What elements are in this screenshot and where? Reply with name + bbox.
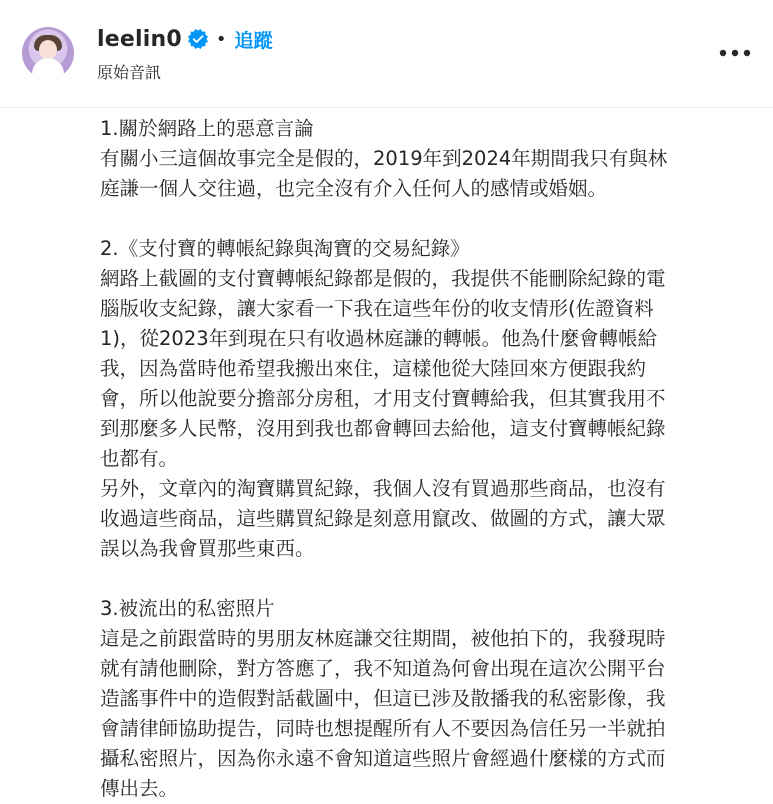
caption-blank-line: [100, 204, 760, 234]
caption-line: 會請律師協助提告，同時也想提醒所有人不要因為信任另一半就拍: [100, 717, 666, 740]
username-row: [97, 24, 272, 54]
username-link[interactable]: leelin0: [97, 26, 182, 52]
caption-line: 就有請他刪除，對方答應了，我不知道為何會出現在這次公開平台: [100, 657, 666, 680]
audio-subtitle-link[interactable]: 原始音訊: [97, 63, 162, 82]
caption-line: 2.《支付寶的轉帳紀錄與淘寶的交易紀錄》: [100, 237, 470, 260]
follow-button[interactable]: 追蹤: [234, 29, 273, 52]
verified-badge-icon: [188, 29, 208, 49]
avatar-face: [39, 40, 57, 60]
post-caption: [100, 114, 760, 804]
caption-line: 收過這些商品，這些購買紀錄是刻意用竄改、做圖的方式，讓大眾: [100, 507, 666, 530]
caption-line: 造謠事件中的造假對話截圖中，但這已涉及散播我的私密影像，我: [100, 687, 666, 710]
caption-line: 庭謙一個人交往過，也完全沒有介入任何人的感情或婚姻。: [100, 177, 608, 200]
caption-line: 有關小三這個故事完全是假的，2019年到2024年期間我只有與林: [100, 147, 668, 170]
caption-line: 網路上截圖的支付寶轉帳紀錄都是假的，我提供不能刪除紀錄的電: [100, 267, 666, 290]
caption-line: 1.關於網路上的惡意言論: [100, 117, 314, 140]
caption-line: 傳出去。: [100, 777, 179, 800]
caption-line: 3.被流出的私密照片: [100, 597, 275, 620]
more-options-icon: [718, 49, 752, 57]
caption-line: 這是之前跟當時的男朋友林庭謙交往期間，被他拍下的，我發現時: [100, 627, 666, 650]
caption-blank-line: [100, 564, 760, 594]
caption-line: 攝私密照片，因為你永遠不會知道這些照片會經過什麼樣的方式而: [100, 747, 666, 770]
caption-line: 也都有。: [100, 447, 179, 470]
caption-line: 腦版收支紀錄，讓大家看一下我在這些年份的收支情形(佐證資料: [100, 297, 654, 320]
avatar-body: [32, 58, 64, 79]
caption-line: 會，所以他說要分擔部分房租，才用支付寶轉給我，但其實我用不: [100, 387, 666, 410]
caption-line: 誤以為我會買那些東西。: [100, 537, 315, 560]
caption-line: 我，因為當時他希望我搬出來住，這樣他從大陸回來方便跟我約: [100, 357, 647, 380]
separator-dot: •: [215, 28, 227, 50]
caption-line: 1)，從2023年到現在只有收過林庭謙的轉帳。他為什麼會轉帳給: [100, 327, 658, 350]
more-options-button[interactable]: [718, 40, 752, 66]
post-header: [0, 0, 773, 108]
caption-line: 到那麼多人民幣，沒用到我也都會轉回去給他，這支付寶轉帳紀錄: [100, 417, 666, 440]
caption-line: 另外，文章內的淘寶購買紀錄，我個人沒有買過那些商品，也沒有: [100, 477, 666, 500]
profile-avatar[interactable]: [22, 27, 74, 79]
